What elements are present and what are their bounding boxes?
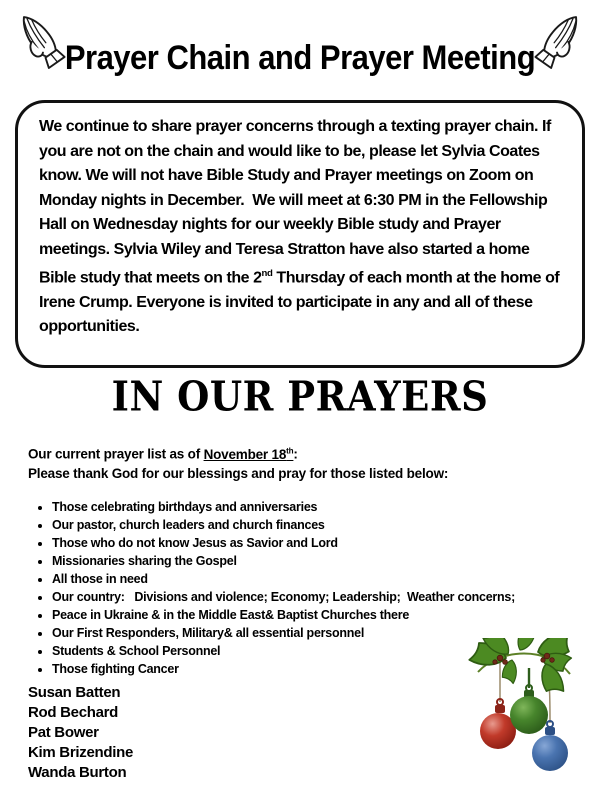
prayer-item: • All those in need (52, 570, 515, 588)
prayer-list-date-line (28, 441, 448, 464)
section-heading: IN OUR PRAYERS (111, 371, 489, 421)
prayer-name: Kim Brizendine (28, 744, 133, 761)
prayer-list-intro (28, 441, 448, 483)
prayer-name: Wanda Burton (28, 764, 127, 781)
page-title: Prayer Chain and Prayer Meeting (64, 38, 536, 77)
announcement-text (39, 115, 564, 340)
prayer-names-list (28, 683, 133, 783)
prayer-item: • Our country: Divisions and violence; Economy; Leadership; Weather concerns; (52, 588, 515, 606)
announcement-text-part1: We continue to share prayer concerns through a texting prayer chain. If you are not on the chain and would like to be, please let Sylvia Coates know. We will not have Bible Study and Prayer meetings on Zoom on Monday nights in December. We will meet at 6:30 PM in the Fellowship Hall on Wednesday nights for our weekly Bible study and Prayer meetings. Sylvia Wiley and Teresa Stratton have also started a home Bible study that meets on the 2 (39, 118, 555, 287)
prayer-list (40, 498, 515, 678)
prayer-name: Pat Bower (28, 724, 99, 741)
ordinal-superscript: nd (261, 268, 273, 279)
prayer-list-thanks-line: Please thank God for our blessings and pray for those listed below: (28, 465, 449, 481)
prayer-item: • Those who do not know Jesus as Savior and Lord (52, 534, 515, 552)
prayer-item: • Peace in Ukraine & in the Middle East& Baptist Churches there (52, 606, 515, 624)
announcement-box (15, 100, 585, 368)
intro-prefix: Our current prayer list as of (28, 446, 204, 462)
prayer-item: • Our First Responders, Military& all essential personnel (52, 624, 515, 642)
prayer-name: Rod Bechard (28, 704, 119, 721)
christmas-ornaments-icon (448, 638, 598, 788)
prayer-item: • Students & School Personnel (52, 642, 515, 660)
prayer-item: • Those celebrating birthdays and anniversaries (52, 498, 515, 516)
prayer-list-date: November 18th (203, 446, 294, 462)
prayer-name: Susan Batten (28, 684, 121, 701)
prayer-item: • Our pastor, church leaders and church finances (52, 516, 515, 534)
prayer-item: • Missionaries sharing the Gospel (52, 552, 515, 570)
announcement-text-part2: Thursday of each month at the home of Irene Crump. Everyone is invited to participate in any and all of these opportunities. (39, 269, 564, 336)
prayer-item: • Those fighting Cancer (52, 660, 515, 678)
intro-suffix: : (293, 446, 298, 462)
